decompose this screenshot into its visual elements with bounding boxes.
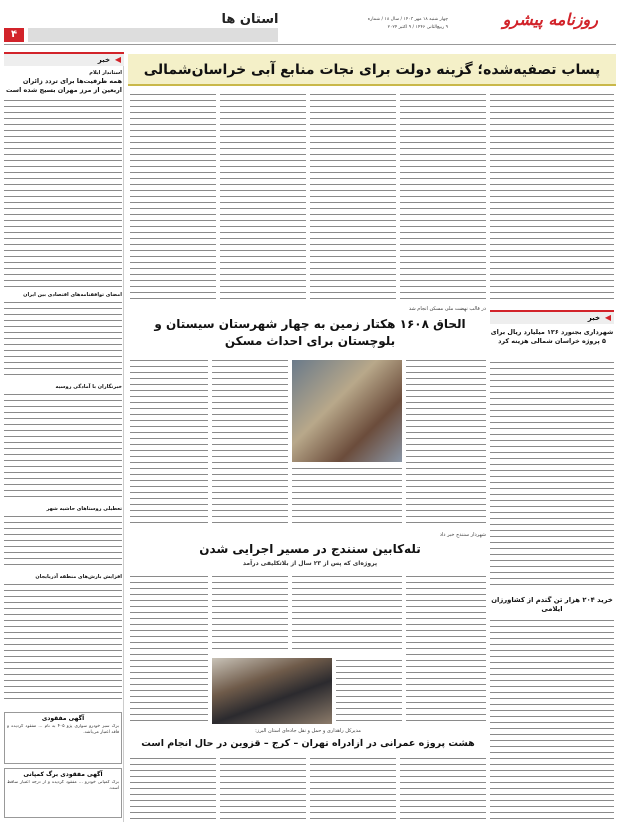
section-title: استان ها xyxy=(221,12,279,27)
date-line-1: چهار شنبه ۱۸ مهر ۱۴۰۳ / سال ۱۸ / شماره xyxy=(367,17,448,22)
side-news-headline: شهرداری بجنورد ۱۲۶ میلیارد ریال برای ۵ پروژه خراسان شمالی هزینه کرد xyxy=(490,328,614,345)
news-item-1-title: استاندار ایلام xyxy=(89,70,122,76)
news-item-4-title: تعطیلی روستاهای حاشیه شهر xyxy=(46,506,122,512)
article3-col-4 xyxy=(336,658,402,724)
meeting-photo xyxy=(292,360,402,462)
article4-col-3 xyxy=(310,756,396,822)
news-item-1-headline: همه ظرفیت‌ها برای تردد زائران اربعین از مرز مهران بسیج شده است xyxy=(6,77,122,94)
news-arrow-icon: ◀ xyxy=(114,55,121,64)
article4-kicker: مدیرکل راهداری و حمل و نقل جاده‌ای استان البرز: xyxy=(255,728,361,734)
article3-col-2 xyxy=(212,574,288,654)
main-article-col-4 xyxy=(400,92,486,302)
official-portrait-photo xyxy=(212,658,332,724)
side-news-label-bar xyxy=(490,310,614,324)
article3-col-1 xyxy=(130,574,208,724)
article2-kicker: در قالب نهضت ملی مسکن انجام شد xyxy=(408,306,486,312)
main-headline-bar xyxy=(128,54,616,86)
article2-col-1 xyxy=(130,358,208,528)
lost-notice-1-title: آگهی مفقودی xyxy=(41,715,85,722)
article4-col-2 xyxy=(220,756,306,822)
masthead xyxy=(0,0,620,46)
article3-headline: تله‌کابین سنندج در مسیر اجرایی شدن xyxy=(199,542,421,556)
article3-col-5 xyxy=(406,574,486,724)
main-article-col-1 xyxy=(130,92,216,302)
news-item-2-body xyxy=(4,300,122,380)
main-article-col-3 xyxy=(310,92,396,302)
section-header-bar xyxy=(28,28,278,42)
news-label: خبر xyxy=(97,56,110,64)
article2-col-4 xyxy=(406,358,486,528)
news-item-3-title: خبرنگاران با آمادگی روسیه xyxy=(55,384,122,390)
main-article-col-5 xyxy=(490,92,614,302)
article4-headline: هشت پروژه عمرانی در آزادراه تهران – کرج – قزوین در حال انجام است xyxy=(141,738,475,749)
article2-headline: الحاق ۱۶۰۸ هکتار زمین به چهار شهرستان سیستان و بلوچستان برای احداث مسکن xyxy=(154,317,466,348)
article3-kicker: شهردار سنندج خبر داد xyxy=(439,532,486,538)
news-label-bar xyxy=(4,52,124,66)
lost-notice-1-text: برگ سبز خودرو سواری پژو ۴۰۵ به نام ... مفقود گردیده و فاقد اعتبار می‌باشد. xyxy=(7,724,119,735)
article4-col-1 xyxy=(130,756,216,822)
news-item-5-title: افزایش بارش‌های منطقه آذربایجان xyxy=(35,574,122,580)
side-news-body xyxy=(490,360,614,590)
header-rule xyxy=(4,44,616,45)
news-column xyxy=(4,52,124,822)
news-item-4-body xyxy=(4,514,122,570)
lost-notice-2-text: برگ کمپانی خودرو ... مفقود گردیده و از درجه اعتبار ساقط است. xyxy=(7,780,119,791)
article4-col-4 xyxy=(400,756,486,822)
side-news-arrow-icon: ◀ xyxy=(604,313,611,322)
main-headline: پساب تصفیه‌شده؛ گزینه دولت برای نجات منابع آبی خراسان‌شمالی xyxy=(143,62,601,78)
side-article-headline: خرید ۲۰۴ هزار تن گندم از کشاورزان ایلامی xyxy=(491,596,613,613)
side-news-label: خبر xyxy=(587,314,600,322)
page-number-badge xyxy=(4,28,24,42)
lost-notice-1 xyxy=(4,712,122,764)
news-item-3-body xyxy=(4,392,122,502)
news-item-5-body xyxy=(4,582,122,702)
article2-col-3 xyxy=(292,466,402,528)
lost-notice-2 xyxy=(4,768,122,818)
article2-col-2 xyxy=(212,358,288,528)
article3-col-3 xyxy=(292,574,402,654)
news-item-1-body xyxy=(4,98,122,288)
newspaper-logo: روزنامه پیشرو xyxy=(502,10,598,29)
date-line-2: ۹ ربیع‌الثانی ۱۴۴۶ / ۹ اکتبر ۲۰۲۴ xyxy=(387,25,448,30)
main-article-col-2 xyxy=(220,92,306,302)
side-article-body xyxy=(490,618,614,822)
news-item-2-title: امضای توافقنامه‌های اقتصادی بین ایران xyxy=(23,292,122,298)
lost-notice-2-title: آگهی مفقودی برگ کمپانی xyxy=(23,771,103,778)
page-number: ۴ xyxy=(10,29,18,40)
article3-subhead: پروژه‌ای که پس از ۲۳ سال از بلاتکلیفی درآمد xyxy=(242,560,378,567)
